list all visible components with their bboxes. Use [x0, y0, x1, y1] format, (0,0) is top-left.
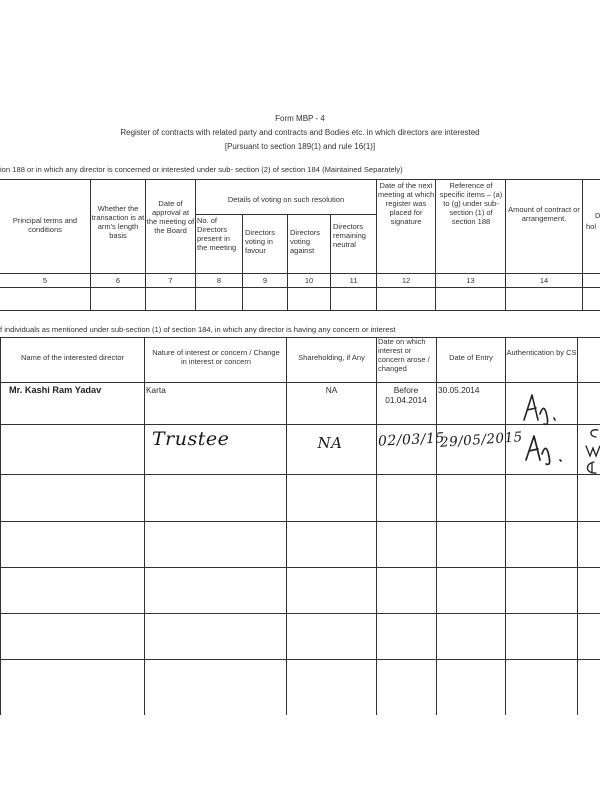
form-subtitle: [Pursuant to section 189(1) and rule 16(1)] [224, 142, 376, 151]
header-date-interest-arose: Date on which interest or concern arose / changed [378, 337, 430, 373]
shareholding-handwritten: NA [317, 434, 343, 452]
header-authentication: Authentication by CS [506, 348, 577, 357]
column-number: 10 [304, 276, 314, 285]
header-date-of-entry: Date of Entry [449, 353, 493, 362]
header-arms-length: Whether the transaction is at arm's length basis [91, 204, 145, 240]
header-directors-favour: Directors voting in favour [245, 228, 276, 255]
date-interest-arose-handwritten: 02/03/15 [377, 430, 446, 450]
header-directors-against: Directors voting against [290, 228, 321, 255]
date-of-entry: 30.05.2014 [438, 385, 480, 395]
form-number: Form MBP - 4 [275, 114, 325, 123]
date-interest-arose: Before 01.04.2014 [385, 385, 427, 406]
header-directors-neutral: Directors remaining neutral [333, 222, 366, 249]
nature-of-interest-handwritten: Trustee [152, 428, 230, 450]
cs-signature [520, 430, 576, 466]
header-directors-present: No. of Directors present in the meeting [197, 216, 237, 252]
header-date-of-approval: Date of approval at the meeting of the Board [146, 199, 195, 235]
column-number: 7 [168, 276, 173, 285]
date-of-entry-handwritten: 29/05/2015 [439, 429, 524, 451]
header-cut-d: D [595, 211, 600, 220]
column-number: 11 [349, 276, 358, 285]
header-amount: Amount of contract or arrangement. [508, 205, 580, 223]
director-name: Mr. Kashi Ram Yadav [9, 385, 102, 395]
header-nature-of-interest: Nature of interest or concern / Change in interest or concern [152, 348, 280, 366]
column-number: 9 [262, 276, 268, 285]
part2-caption: f individuals as mentioned under sub-section (1) of section 184, in which any director is having any concern or interest [0, 325, 396, 334]
header-next-meeting: Date of the next meeting at which register was placed for signature [377, 181, 435, 226]
column-number: 6 [115, 276, 121, 285]
column-number: 14 [539, 276, 549, 285]
header-principal-terms: Principal terms and conditions [12, 216, 78, 234]
column-number: 5 [42, 276, 48, 285]
header-director-name: Name of the interested director [21, 353, 124, 362]
column-number: 8 [216, 276, 222, 285]
header-cut-hol: hol [586, 222, 597, 231]
column-number: 13 [466, 276, 475, 285]
nature-of-interest: Karta [146, 385, 166, 395]
cs-signature [518, 390, 568, 426]
cut-off-handwritten-note [582, 424, 600, 476]
part1-caption: ion 188 or in which any director is concerned or interested under sub- section (2) of section 184 (Maintained Separately) [0, 165, 403, 174]
column-number: 12 [401, 276, 411, 285]
header-voting-details: Details of voting on such resolution [227, 195, 345, 204]
header-shareholding: Shareholding, if Any [298, 353, 365, 362]
shareholding-value: NA [325, 385, 338, 395]
header-reference-items: Reference of specific items – (a) to (g) under sub-section (1) of section 188 [439, 181, 503, 226]
form-title: Register of contracts with related party and contracts and Bodies etc. in which directors are interested [120, 128, 480, 137]
